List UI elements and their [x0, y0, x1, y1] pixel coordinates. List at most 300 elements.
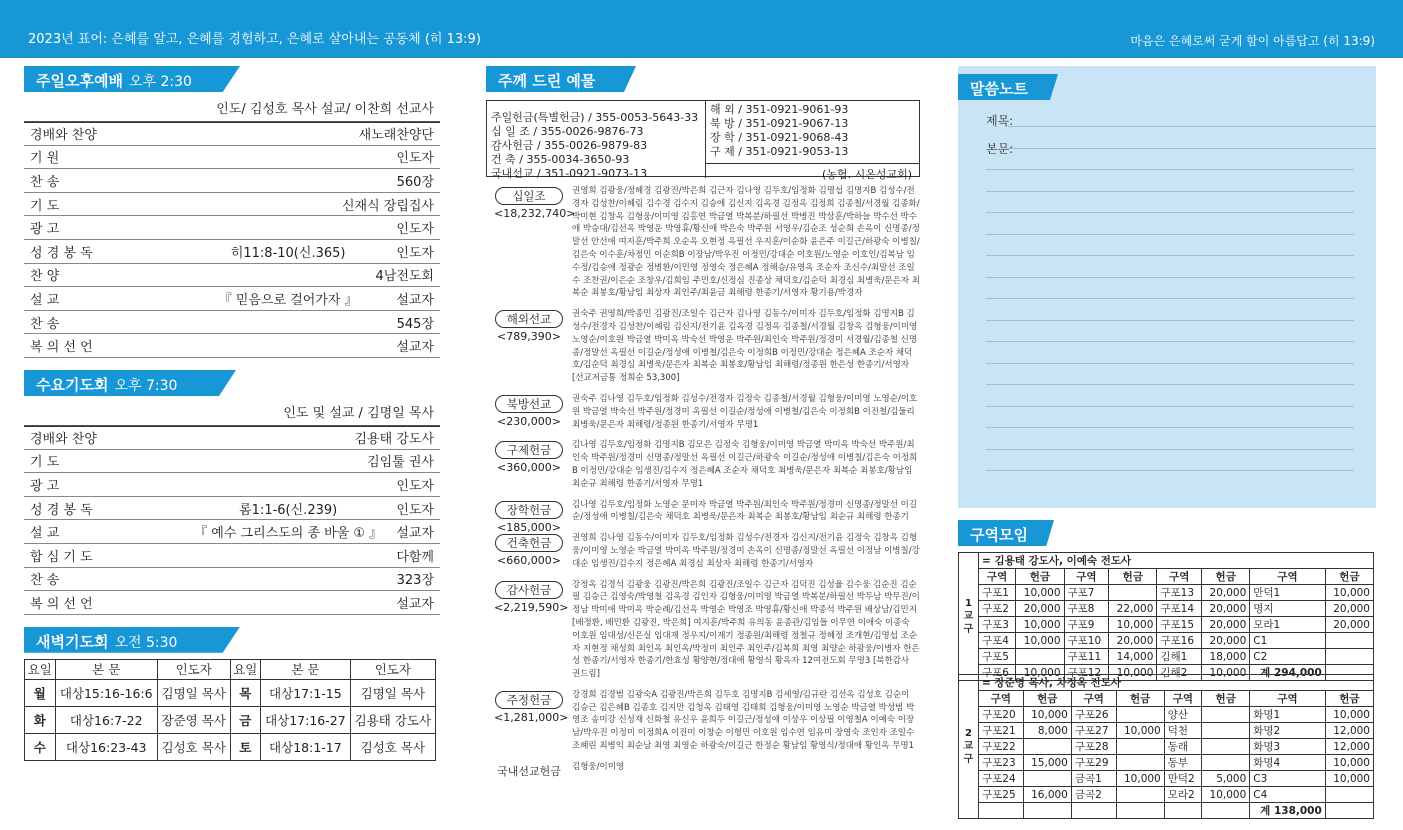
district-cell: 20,000	[1325, 617, 1373, 633]
item-name: 합 심 기 도	[30, 549, 93, 565]
table-cell: 김용태 강도사	[350, 706, 435, 733]
item-person: 김임툴 권사	[367, 455, 434, 471]
district-cell: 10,000	[1325, 707, 1373, 723]
account-line: 국내선교 / 351-0921-9073-13	[491, 167, 648, 180]
note-line	[986, 363, 1354, 364]
item-name: 설 교	[30, 292, 60, 308]
table-cell: 금	[230, 706, 261, 733]
header-cell: 구역	[1064, 569, 1109, 585]
district-cell: 10,000	[1116, 723, 1164, 739]
wednesday-time: 오후 7:30	[114, 377, 178, 394]
header-cell: 헌금	[1116, 691, 1164, 707]
table-cell: 수	[25, 733, 56, 760]
district-cell: 구포4	[979, 633, 1016, 649]
district-cell: 16,000	[1023, 787, 1071, 803]
district-cell: 8,000	[1023, 723, 1071, 739]
account-box	[486, 100, 920, 181]
district-cell: 구포15	[1157, 617, 1202, 633]
district-cell: 18,000	[1202, 649, 1250, 665]
table-cell: 목	[230, 679, 261, 706]
table-cell: 본 문	[55, 659, 157, 679]
district-cell: 구포28	[1071, 739, 1116, 755]
district-cell: 20,000	[1202, 601, 1250, 617]
district-cell: 구포20	[979, 707, 1024, 723]
table-cell: 대상16:7-22	[55, 706, 157, 733]
donor-names: 강경희 김경범 김광숙A 김광진/박은희 김두호 김명지B 김세영/김규란 김선옥 김성호 김순이 김승근 김은혜B 김종호 김지만 김청옥 김태영 김태희 김형웅/이미영 노영순 박금열 박성범 박영조 송미강 신성재 신화철 유신우 윤희두 이길근/정성애 이상우 이상필 이영철A 이예숙 이장남/박우진 이정미 이정희A 이진미 이창순 이형민 이호원 임수연 임유미 장영숙 조인자 조일수 조혜린 최병익 최순남 최영 최영순 하광숙/이길근 한정순 황남임 황영식/정대애 황인옥 무명1	[572, 689, 915, 752]
district-cell	[1016, 649, 1064, 665]
district-cell: 10,000	[1202, 665, 1250, 681]
item-name: 기 도	[30, 455, 60, 471]
item-person: 인도자	[396, 502, 434, 518]
offering-amount: <18,232,740>	[494, 207, 576, 220]
district-cell	[1023, 803, 1071, 819]
header-cell: 구역	[979, 691, 1024, 707]
district-cell: 구포9	[1064, 617, 1109, 633]
offering-label	[494, 689, 569, 724]
notes-title: 말씀노트	[970, 80, 1028, 98]
district-cell: 구포1	[979, 585, 1016, 601]
district-cell	[1325, 649, 1373, 665]
item-name: 광 고	[30, 478, 60, 494]
district-2-table	[958, 674, 1374, 819]
district-cell: 22,000	[1109, 601, 1157, 617]
item-person: 인도자	[396, 222, 434, 238]
verse: 마음은 은혜로써 굳게 함이 아름답고 (히 13:9)	[1130, 34, 1375, 48]
district-cell: 구포10	[1064, 633, 1109, 649]
header-cell: 헌금	[1325, 691, 1373, 707]
offering-label	[494, 439, 564, 474]
district-row	[959, 585, 1374, 601]
district-cell: 구포8	[1064, 601, 1109, 617]
table-cell: 요일	[25, 659, 56, 679]
donor-names: 강정옥 김경석 김광웅 김광진/박은희 김광진/조일수 김근자 김덕진 김성율 김수웅 김순진 김순필 김승근 김영숙/박영철 김옥경 김인자 김형웅/이미영 박금열 박복분/하필선 박두남 박무진/이정남 박미애 박미옥 박순례/김선옥 박영순 박영조 박영휴/황신애 박종석 박주원 배상남/김민지[배정환, 배민환 김광진, 박은희] 여지훈/박주희 유의동 윤종관/김임들 이무연 이애숙 이종숙 이호원 임대성/신은실 임대재 정우지/이재기 정종원/최해령 정철규 정혜정 조개현/김명섭 조순자 지현정 채성희 최인옥 최인옥/박정미 최인주 최인주/김복희 최영 최양순 하광웅/이병자 한은성 한종기/서영자 한종기/한효성 황양현/정대애 황영식 황옥자 12여전도회 무명3 [북한감사 권드림]	[572, 579, 920, 680]
district-cell: 14,000	[1109, 649, 1157, 665]
order-row	[24, 146, 440, 170]
item-name: 설 교	[30, 526, 60, 542]
order-row	[24, 169, 440, 193]
district-cell: 구포22	[979, 739, 1024, 755]
district-heading	[958, 520, 1376, 546]
sunday-heading	[24, 66, 440, 92]
note-line	[986, 449, 1354, 450]
district-cell: 화명1	[1250, 707, 1326, 723]
district-cell: 계 138,000	[1250, 803, 1326, 819]
order-row	[24, 311, 440, 335]
offering-amount: <185,000>	[497, 520, 561, 534]
item-name: 성 경 봉 독	[30, 502, 93, 518]
dawn-time: 오전 5:30	[114, 634, 178, 651]
order-row	[24, 287, 440, 311]
bank-name: (농협. 시온성교회)	[706, 163, 920, 182]
offering-type: 감사헌금	[495, 581, 563, 599]
offering-type: 십일조	[495, 187, 563, 205]
offering-item	[486, 439, 920, 490]
table-row	[25, 733, 436, 760]
item-name: 광 고	[30, 222, 60, 238]
district-cell: 12,000	[1325, 723, 1373, 739]
district-cell: 20,000	[1202, 617, 1250, 633]
offering-amount: <360,000>	[497, 461, 561, 475]
item-name: 성 경 봉 독	[30, 245, 93, 261]
district-cell: 구포29	[1071, 755, 1116, 771]
table-cell: 인도자	[350, 659, 435, 679]
offering-type: 장학헌금	[495, 501, 563, 519]
district-cell: 화명3	[1250, 739, 1326, 755]
district-cell: 20,000	[1202, 633, 1250, 649]
district-cell	[1109, 585, 1157, 601]
table-cell: 대상17:1-15	[261, 679, 351, 706]
district-row	[959, 803, 1374, 819]
note-line	[1008, 126, 1376, 127]
district-cell: 구포5	[979, 649, 1016, 665]
district-cell	[1116, 739, 1164, 755]
header-cell: 구역	[1157, 569, 1202, 585]
district-cell: 20,000	[1202, 585, 1250, 601]
leader-row	[959, 675, 1374, 691]
item-detail: 『 믿음으로 걸어가자 』	[218, 292, 358, 308]
dawn-heading	[24, 627, 440, 653]
offering-type: 건축헌금	[495, 534, 563, 552]
district-row	[959, 755, 1374, 771]
offering-item	[486, 185, 920, 300]
donor-names: 김나영 김두호/임정화 김명지B 김모은 김정숙 김형웅/이미영 박금열 박미옥 박숙선 박주원/최인숙 박주원/정경미 신명종/정말선 옥필선 이길근/하광숙 이길순/정성애 이병칠/김은숙 이정희B 이정민/강대순 임생진/김수지 정은혜A 조순자 채덕호 최병욱/문은자 최복순 최봉호/황남임 최순규 최해령 한종기/서영자 무명1	[572, 440, 918, 489]
district-row	[959, 771, 1374, 787]
district-cell: 10,000	[1116, 771, 1164, 787]
district-title: 구역모임	[970, 526, 1028, 544]
donor-names: 권영희 김나영 김동수/이미자 김두호/임정화 김성수/전경자 김신지/전기윤 김정숙 김창옥 김형웅/이미영 노영순 박금열 박미옥 박주원/정경미 손옥이 신명종/정말선 옥필선 이정남 이병칠/강대순 임생진/김수지 정은혜A 최경심 최상자 최해령 한종기/서영자	[572, 533, 920, 569]
district-cell	[1071, 803, 1116, 819]
district-cell: 10,000	[1023, 707, 1071, 723]
note-line	[986, 277, 1354, 278]
order-row	[24, 193, 440, 217]
account-line: 해 외 / 351-0921-9061-93	[710, 103, 849, 116]
district-cell: 20,000	[1325, 601, 1373, 617]
offering-item	[486, 308, 920, 385]
district-cell: 12,000	[1325, 739, 1373, 755]
offering-item	[486, 499, 920, 534]
header-cell: 헌금	[1109, 569, 1157, 585]
district-cell	[1202, 707, 1250, 723]
district-cell	[1325, 803, 1373, 819]
district-cell	[1164, 803, 1201, 819]
item-name: 찬 송	[30, 174, 60, 190]
item-person: 인도자	[396, 151, 434, 167]
order-row	[24, 240, 440, 264]
table-cell: 토	[230, 733, 261, 760]
notes-heading	[958, 74, 1158, 100]
item-name: 경배와 찬양	[30, 128, 97, 144]
offering-label	[494, 308, 564, 343]
item-person: 545장	[396, 316, 434, 332]
note-line	[986, 298, 1354, 299]
offering-item	[486, 579, 920, 681]
accounts-right	[705, 101, 920, 181]
district-cell	[1325, 633, 1373, 649]
note-body-label: 본문:	[986, 142, 1014, 156]
account-line: 주일헌금(특별헌금) / 355-0053-5643-33	[491, 111, 699, 124]
note-line	[986, 470, 1354, 471]
offering-label	[494, 579, 569, 614]
item-name: 기 원	[30, 151, 60, 167]
district-cell: 10,000	[1016, 633, 1064, 649]
district-cell: 화명2	[1250, 723, 1326, 739]
item-person: 설교자	[396, 292, 434, 308]
district-row	[959, 633, 1374, 649]
item-person: 설교자	[396, 526, 434, 542]
district-cell	[1202, 739, 1250, 755]
header-cell: 구역	[1071, 691, 1116, 707]
district-cell: 10,000	[1325, 585, 1373, 601]
district-cell: 화명4	[1250, 755, 1326, 771]
district-cell: 10,000	[1016, 665, 1064, 681]
district-cell	[1023, 771, 1071, 787]
offering-label	[494, 393, 564, 428]
offering-item	[486, 532, 920, 570]
item-person: 새노래찬양단	[358, 128, 434, 144]
donor-names: 권영희 김광웅/정혜경 김광진/박은희 김근자 김나영 김두호/임정화 김명섭 김명지B 김성수/전경자 김성찬/이혜림 김수경 김수지 김승애 김신지 김옥경 김정옥 김정희 김종철/서경월 김종화/박미현 김창옥 김형웅/이미영 김홍연 박금열 박복분/하필선 박병진 박상훈/박하늘 박수선 박수애 박승대/김선옥 박영운 박영휴/황신애 박은숙 박주원 서영우/김순조 성순희 손옥이 신명종/정말선 안선애 여지훈/박주희 오순옥 오현정 옥필선 우지훈/이순화 윤은주 이길근/하광숙 이병칠/김은숙 이수훈/차정민 이순희B 이장남/박우진 이정민/강대순 이호원/노영순 이호인/김복남 임수정/김승애 정광순 정병환/이민영 정영숙 정은혜A 정해승/유영옥 조순자 조신수/최말선 조일수 조찬권/이은순 조창우/김희임 주민호/신정심 진종상 채덕호/김순덕 최경심 최병욱/문은자 최복순 최봉호/황남임 최상자 최인주/최윤금 최해령 한종기/서영자 황기용/박경자	[572, 186, 920, 299]
district-cell	[1116, 787, 1164, 803]
order-row	[24, 334, 440, 358]
item-name: 기 도	[30, 198, 60, 214]
district-leader: = 장준영 목사, 차정옥 전도사	[979, 675, 1374, 691]
order-row	[24, 264, 440, 288]
table-row	[25, 706, 436, 733]
worship-column	[24, 58, 440, 761]
item-person: 신재식 장립집사	[341, 198, 434, 214]
district-cell: 모라1	[1250, 617, 1326, 633]
district-cell: 20,000	[1109, 633, 1157, 649]
district-cell: 10,000	[1109, 665, 1157, 681]
district-cell: 20,000	[1016, 601, 1064, 617]
item-person: 인도자	[396, 478, 434, 494]
wednesday-title: 수요기도회	[36, 375, 109, 394]
district-cell: 모라2	[1164, 787, 1201, 803]
district-cell: C2	[1250, 649, 1326, 665]
district-cell	[1202, 723, 1250, 739]
offering-amount: <230,000>	[497, 414, 561, 428]
offering-type: 구제헌금	[495, 441, 563, 459]
district-cell: 구포25	[979, 787, 1024, 803]
item-name: 복 의 선 언	[30, 596, 93, 612]
order-row	[24, 473, 440, 497]
district-cell: 동래	[1164, 739, 1201, 755]
district-cell: 명지	[1250, 601, 1326, 617]
order-row	[24, 122, 440, 146]
district-cell	[979, 803, 1024, 819]
district-cell: C3	[1250, 771, 1326, 787]
item-detail: 롬1:1-6(신.239)	[239, 502, 338, 518]
account-line: 구 제 / 351-0921-9053-13	[710, 145, 849, 158]
district-cell: 10,000	[1016, 585, 1064, 601]
offering-column	[486, 58, 920, 778]
district-cell: 만덕1	[1250, 585, 1326, 601]
donor-names: 김형웅/이미영	[572, 761, 625, 772]
table-cell: 김명일 목사	[157, 679, 230, 706]
offering-amount: <1,281,000>	[494, 710, 569, 724]
note-line	[986, 341, 1354, 342]
item-person: 다함께	[396, 549, 434, 565]
table-header	[959, 691, 1374, 707]
district-cell: 구포11	[1064, 649, 1109, 665]
offering-amount: <2,219,590>	[494, 600, 569, 614]
donor-names: 권숙주 김나영 김두호/임정화 김성수/전경자 김정숙 김종철/서경월 김형웅/이미영 노영순/이호원 박금열 박숙선 박주원/정경미 옥필선 이길순/정성애 이병철/김은숙 이정희B 이진철/김둘리 최병욱/문은자 최해령/정종원 한종기/서영자 무명1	[572, 393, 918, 430]
offering-type: 주정헌금	[495, 691, 563, 709]
item-detail: 『 예수 그리스도의 종 바울 ① 』	[194, 526, 383, 542]
table-header	[25, 659, 436, 679]
note-line	[986, 320, 1354, 321]
table-row	[25, 679, 436, 706]
district-cell: 금곡2	[1071, 787, 1116, 803]
district-cell: 금곡1	[1071, 771, 1116, 787]
district-cell: 김해2	[1157, 665, 1202, 681]
header-cell: 헌금	[1023, 691, 1071, 707]
header-cell: 구역	[1250, 691, 1326, 707]
account-line: 십 일 조 / 355-0026-9876-73	[491, 125, 644, 138]
header-cell: 구역	[979, 569, 1016, 585]
district-cell: 10,000	[1109, 617, 1157, 633]
table-cell: 월	[25, 679, 56, 706]
table-cell: 대상17:16-27	[261, 706, 351, 733]
order-row	[24, 497, 440, 521]
district-row	[959, 787, 1374, 803]
wednesday-leaders: 인도 및 설교 / 김명일 목사	[24, 396, 440, 426]
order-row	[24, 568, 440, 592]
offering-item	[486, 393, 920, 431]
district-cell	[1023, 739, 1071, 755]
item-person: 설교자	[396, 596, 434, 612]
note-line	[986, 255, 1354, 256]
offering-type: 해외선교	[495, 310, 563, 328]
district-cell: 구포2	[979, 601, 1016, 617]
offering-item	[486, 689, 920, 753]
district-cell: C1	[1250, 633, 1326, 649]
district-cell: 구포3	[979, 617, 1016, 633]
note-line	[986, 212, 1354, 213]
item-person: 323장	[396, 573, 434, 589]
item-person: 560장	[396, 174, 434, 190]
table-cell: 김성호 목사	[350, 733, 435, 760]
table-cell: 요일	[230, 659, 261, 679]
item-name: 찬 송	[30, 316, 60, 332]
district-cell	[1202, 803, 1250, 819]
offering-amount: <789,390>	[497, 330, 561, 344]
header-cell: 헌금	[1016, 569, 1064, 585]
header-cell: 헌금	[1202, 569, 1250, 585]
note-line	[986, 427, 1354, 428]
district-cell: 10,000	[1016, 617, 1064, 633]
order-row	[24, 450, 440, 474]
item-name: 찬 송	[30, 573, 60, 589]
district-row	[959, 723, 1374, 739]
table-cell: 대상15:16-16:6	[55, 679, 157, 706]
district-cell: 구포13	[1157, 585, 1202, 601]
offering-type: 북방선교	[495, 395, 563, 413]
offering-amount: <660,000>	[497, 554, 561, 568]
district-row	[959, 601, 1374, 617]
offering-label	[494, 185, 576, 220]
motto: 2023년 표어: 은혜를 알고, 은혜를 경험하고, 은혜로 살아내는 공동체 (히 13:9)	[28, 32, 481, 47]
table-cell: 대상16:23-43	[55, 733, 157, 760]
district-cell: 구포6	[979, 665, 1016, 681]
dawn-title: 새벽기도회	[36, 632, 109, 651]
item-person: 4남전도회	[375, 269, 434, 285]
district-row	[959, 707, 1374, 723]
district-cell: 구포23	[979, 755, 1024, 771]
table-cell: 김명일 목사	[350, 679, 435, 706]
accounts-left	[491, 111, 698, 181]
district-cell: 김해1	[1157, 649, 1202, 665]
order-row	[24, 520, 440, 544]
table-cell: 김성호 목사	[157, 733, 230, 760]
item-name: 복 의 선 언	[30, 340, 93, 356]
notes-column	[958, 58, 1376, 816]
district-row	[959, 617, 1374, 633]
district-cell: 양산	[1164, 707, 1201, 723]
offering-type: 국내선교헌금	[497, 764, 561, 778]
district-cell: 구포14	[1157, 601, 1202, 617]
sermon-note-box	[958, 66, 1376, 508]
district-cell	[1116, 707, 1164, 723]
sunday-order	[24, 122, 440, 358]
item-detail: 히11:8-10(신.365)	[230, 245, 346, 261]
district-cell: 15,000	[1023, 755, 1071, 771]
offering-label	[494, 761, 564, 779]
district-cell: 구포16	[1157, 633, 1202, 649]
offering-list	[486, 185, 920, 778]
sunday-leaders: 인도/ 김성호 목사 설교/ 이찬희 선교사	[24, 92, 440, 122]
district-cell	[1325, 787, 1373, 803]
order-row	[24, 216, 440, 240]
table-cell: 화	[25, 706, 56, 733]
note-title-label: 제목:	[986, 114, 1014, 128]
item-name: 찬 양	[30, 269, 60, 285]
district-tables	[958, 546, 1376, 816]
sunday-time: 오후 2:30	[128, 74, 192, 90]
leader-row	[959, 553, 1374, 569]
account-line: 건 축 / 355-0034-3650-93	[491, 153, 630, 166]
district-cell: C4	[1250, 787, 1326, 803]
district-cell: 10,000	[1202, 787, 1250, 803]
offering-label	[494, 499, 564, 534]
order-row	[24, 426, 440, 450]
offering-title: 주께 드린 예물	[498, 72, 596, 90]
wednesday-heading	[24, 370, 440, 396]
district-cell: 계 294,000	[1250, 665, 1326, 681]
account-line: 감사헌금 / 355-0026-9879-83	[491, 139, 648, 152]
district-cell: 10,000	[1325, 755, 1373, 771]
header-bar	[0, 0, 1403, 58]
header-cell: 헌금	[1202, 691, 1250, 707]
district-row	[959, 739, 1374, 755]
header-cell: 구역	[1164, 691, 1201, 707]
district-cell: 덕천	[1164, 723, 1201, 739]
header-cell: 구역	[1250, 569, 1326, 585]
district-cell: 구포21	[979, 723, 1024, 739]
order-row	[24, 544, 440, 568]
dawn-schedule-table	[24, 659, 436, 761]
sunday-title: 주일오후예배	[36, 72, 123, 90]
district-cell: 구포27	[1071, 723, 1116, 739]
table-cell: 장준영 목사	[157, 706, 230, 733]
district-cell: 만덕2	[1164, 771, 1201, 787]
district-cell: 구포7	[1064, 585, 1109, 601]
district-cell: 구포12	[1064, 665, 1109, 681]
district-cell	[1116, 755, 1164, 771]
table-header	[959, 569, 1374, 585]
table-cell: 대상18:1-17	[261, 733, 351, 760]
note-line	[986, 191, 1354, 192]
district-row	[959, 649, 1374, 665]
